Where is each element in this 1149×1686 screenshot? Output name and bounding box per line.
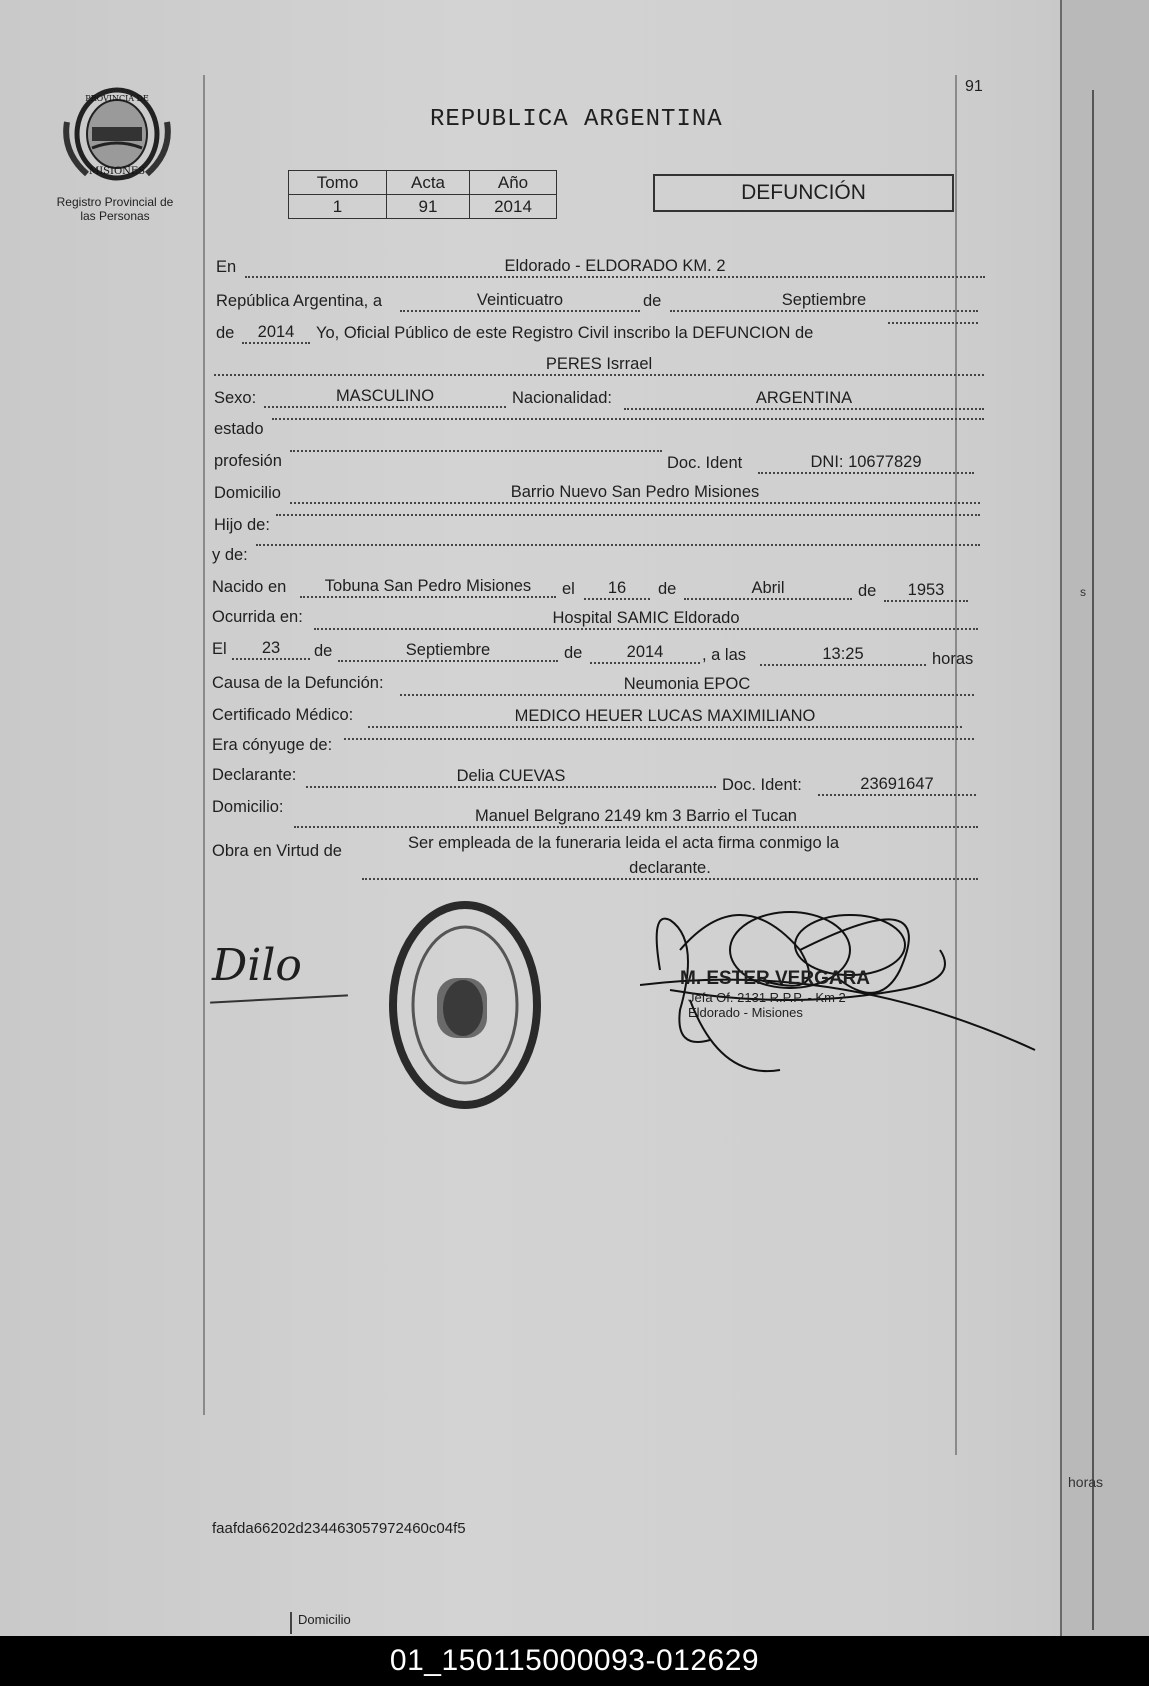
official-round-seal	[385, 898, 545, 1113]
label-certificado: Certificado Médico:	[212, 706, 354, 724]
label-a-las: , a las	[702, 646, 747, 664]
value-domicilio-declarante: Manuel Belgrano 2149 km 3 Barrio el Tucan	[294, 806, 978, 828]
value-ocurrida: Hospital SAMIC Eldorado	[314, 608, 978, 630]
right-margin-line	[955, 75, 957, 1455]
record-table	[288, 170, 557, 219]
label-conyuge: Era cónyuge de:	[212, 736, 333, 754]
value-anio: 2014	[470, 195, 557, 219]
label-en: En	[216, 258, 237, 276]
value-estado	[272, 418, 984, 420]
official-stamp-line-2: Eldorado - Misiones	[688, 1005, 803, 1020]
value-nacido-lugar: Tobuna San Pedro Misiones	[300, 576, 556, 598]
value-doc: DNI: 10677829	[758, 452, 974, 474]
official-stamp-details	[688, 990, 846, 1020]
logo-lettering-bottom: MISIONES	[88, 166, 146, 177]
bottom-domicilio-label: Domicilio	[298, 1612, 351, 1627]
label-domicilio: Domicilio	[214, 484, 281, 502]
registry-name	[40, 195, 190, 223]
label-doc-ident2: Doc. Ident:	[722, 776, 802, 794]
footer-document-id: 01_150115000093-012629	[0, 1636, 1149, 1686]
declarant-signature: Dilo	[212, 940, 302, 991]
page-number: 91	[965, 78, 983, 95]
record-table-header	[289, 171, 557, 195]
label-de-b: de	[858, 582, 877, 600]
value-muerte-anio: 2014	[590, 642, 700, 664]
header-anio: Año	[470, 171, 557, 195]
value-sexo: MASCULINO	[264, 386, 506, 408]
document-title: REPUBLICA ARGENTINA	[430, 106, 723, 133]
underlying-page-edge	[1060, 0, 1149, 1636]
value-domicilio: Barrio Nuevo San Pedro Misiones	[290, 482, 980, 504]
value-acta: 91	[387, 195, 470, 219]
label-nacido-en: Nacido en	[212, 578, 287, 596]
registry-line-1: Registro Provincial de	[56, 195, 174, 209]
value-muerte-mes: Septiembre	[338, 640, 558, 662]
label-el2: El	[212, 640, 227, 658]
label-doc-ident: Doc. Ident	[667, 454, 743, 472]
label-causa: Causa de la Defunción:	[212, 674, 384, 692]
under-page-line	[1092, 90, 1094, 1630]
label-profesion: profesión	[214, 452, 282, 470]
label-ocurrida: Ocurrida en:	[212, 608, 303, 626]
label-hijo-de: Hijo de:	[214, 516, 270, 534]
value-conyuge	[344, 738, 974, 740]
left-margin-line	[203, 75, 205, 1415]
record-table-values	[289, 195, 557, 219]
value-obra-line2: declarante.	[362, 858, 978, 880]
value-certificado: MEDICO HEUER LUCAS MAXIMILIANO	[368, 706, 962, 728]
value-nacido-mes: Abril	[684, 578, 852, 600]
value-causa: Neumonia EPOC	[400, 674, 974, 696]
label-horas: horas	[932, 650, 974, 668]
label-republica: República Argentina, a	[216, 292, 383, 310]
label-de-d: de	[564, 644, 583, 662]
label-sexo: Sexo:	[214, 389, 257, 407]
label-obra: Obra en Virtud de	[212, 842, 342, 860]
value-tomo: 1	[289, 195, 387, 219]
value-hijo-de	[276, 514, 980, 516]
value-blank	[888, 322, 978, 324]
label-declarante: Declarante:	[212, 766, 297, 784]
official-stamp-line-1: Jefa Of. 2131 R.P.P. - Km 2	[688, 990, 846, 1005]
value-fallecido: PERES Isrrael	[214, 354, 984, 376]
value-obra-line1: Ser empleada de la funeraria leida el acta firma conmigo la	[408, 834, 840, 852]
value-mes: Septiembre	[670, 290, 978, 312]
official-stamp-name: M. ESTER VERGARA	[680, 968, 871, 989]
value-dia: Veinticuatro	[400, 290, 640, 312]
record-type-box: DEFUNCIÓN	[653, 174, 954, 212]
label-de-c: de	[314, 642, 333, 660]
value-muerte-dia: 23	[232, 638, 310, 660]
value-anio: 2014	[242, 322, 310, 344]
label-yo: Yo, Oficial Público de este Registro Civil inscribo la DEFUNCION de	[316, 324, 814, 342]
side-label-s: s	[1080, 585, 1086, 599]
value-nacido-dia: 16	[584, 578, 650, 600]
label-estado: estado	[214, 420, 264, 438]
label-el: el	[562, 580, 575, 598]
bottom-divider	[290, 1612, 292, 1634]
document-hash: faafda66202d234463057972460c04f5	[212, 1520, 466, 1537]
label-domicilio2: Domicilio:	[212, 798, 284, 816]
label-de-a: de	[658, 580, 677, 598]
province-coat-of-arms-logo	[62, 82, 172, 182]
value-profesion	[290, 450, 662, 452]
registry-line-2: las Personas	[80, 209, 150, 223]
label-de2: de	[216, 324, 235, 342]
logo-lettering-top: PROVINCIA DE	[85, 94, 149, 103]
value-nacido-anio: 1953	[884, 580, 968, 602]
value-y-de	[256, 544, 980, 546]
header-tomo: Tomo	[289, 171, 387, 195]
label-de: de	[643, 292, 662, 310]
value-nacionalidad: ARGENTINA	[624, 388, 984, 410]
side-label-horas: horas	[1068, 1474, 1104, 1490]
value-declarante: Delia CUEVAS	[306, 766, 716, 788]
value-hora: 13:25	[760, 644, 926, 666]
value-doc-declarante: 23691647	[818, 774, 976, 796]
header-acta: Acta	[387, 171, 470, 195]
value-lugar: Eldorado - ELDORADO KM. 2	[245, 256, 985, 278]
label-nacionalidad: Nacionalidad:	[512, 389, 612, 407]
label-y-de: y de:	[212, 546, 248, 564]
